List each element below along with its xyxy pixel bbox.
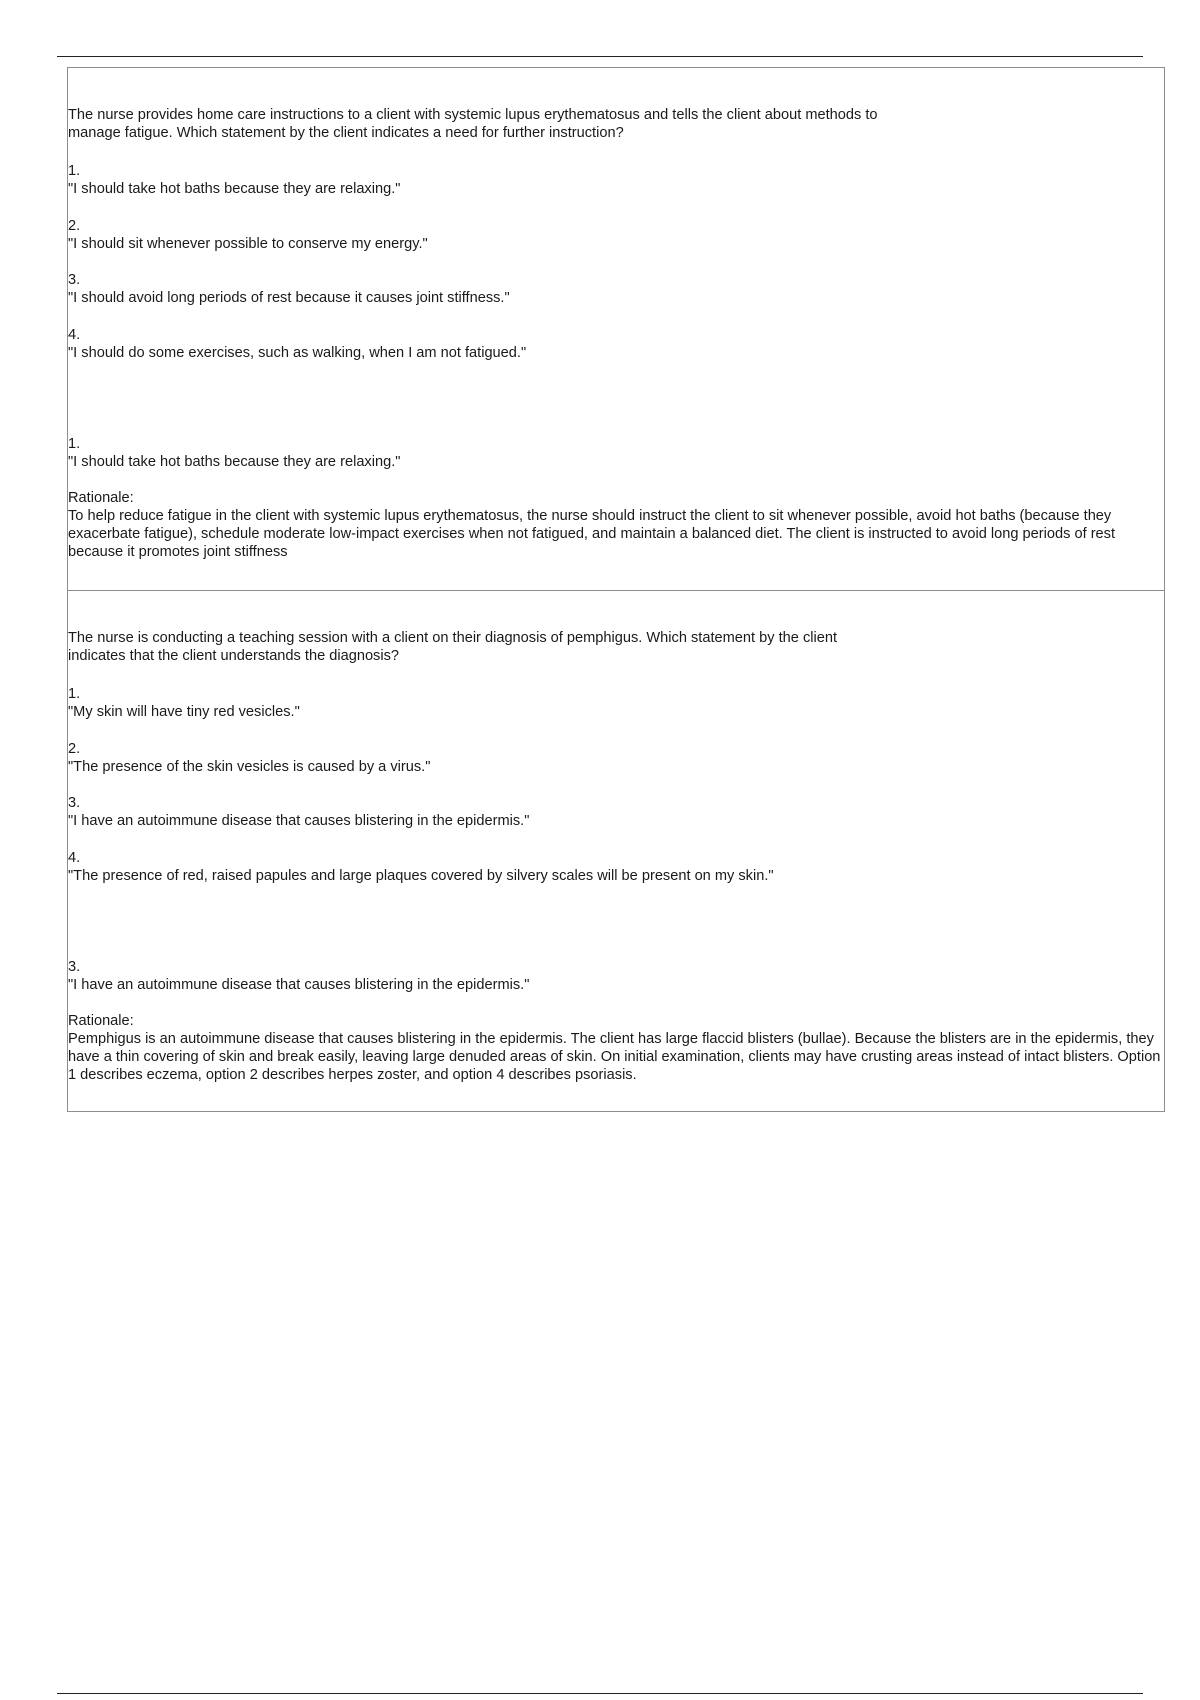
- answer-text: "I have an autoimmune disease that causes blistering in the epidermis.": [68, 977, 530, 993]
- rationale-text: Pemphigus is an autoimmune disease that causes blistering in the epidermis. The client has large flaccid blisters (bullae). Because the blisters are in the epidermis, they have a thin covering of skin and break easily, leaving large denuded areas of skin. On initial examination, clients may have crusting areas instead of intact blisters. Option 1 describes eczema, option 2 describes herpes zoster, and option 4 describes psoriasis.: [68, 1031, 1161, 1083]
- option-number: 1.: [68, 686, 81, 702]
- option-4: [68, 326, 1128, 381]
- option-number: 3.: [68, 272, 81, 288]
- question-stem: The nurse provides home care instructions to a client with systemic lupus erythematosus and tells the client about methods to manage fatigue. Which statement by the client indicates a need for further instruction?: [68, 107, 878, 141]
- option-2: [68, 217, 1128, 272]
- footer-rule: [57, 1693, 1143, 1694]
- option-number: 4.: [68, 849, 81, 866]
- option-3: [68, 794, 1128, 849]
- option-text: "My skin will have tiny red vesicles.": [68, 704, 300, 720]
- rationale: [68, 489, 1166, 561]
- option-number: 3.: [68, 795, 81, 811]
- option-list: [68, 685, 1128, 903]
- rationale-text: To help reduce fatigue in the client with systemic lupus erythematosus, the nurse should instruct the client to sit whenever possible, avoid hot baths (because they exacerbate fatigue), schedule moderate low-impact exercises when not fatigued, and maintain a balanced diet. The client is instructed to avoid long periods of rest because it promotes joint stiffness: [68, 508, 1116, 560]
- rationale: [68, 1012, 1166, 1084]
- rationale-label: Rationale:: [68, 1013, 134, 1029]
- option-list: [68, 162, 1128, 380]
- correct-answer: [68, 435, 1128, 471]
- header-rule: [57, 56, 1143, 57]
- option-text: "The presence of the skin vesicles is caused by a virus.": [68, 758, 431, 775]
- option-3: [68, 271, 1128, 326]
- option-1: [68, 162, 1128, 217]
- option-text: "I should sit whenever possible to conserve my energy.": [68, 235, 428, 252]
- answer-text: "I should take hot baths because they are relaxing.": [68, 454, 401, 470]
- correct-answer: [68, 958, 1128, 994]
- rationale-label: Rationale:: [68, 490, 134, 506]
- option-text: "I should avoid long periods of rest because it causes joint stiffness.": [68, 290, 510, 306]
- option-text: "I should do some exercises, such as walking, when I am not fatigued.": [68, 344, 527, 361]
- option-number: 4.: [68, 326, 81, 343]
- option-number: 2.: [68, 217, 81, 234]
- question-card-1: [67, 67, 1165, 591]
- question-card-2: [67, 590, 1165, 1112]
- question-stem: The nurse is conducting a teaching session with a client on their diagnosis of pemphigus. Which statement by the client indicates that the client understands the diagnosis?: [68, 630, 838, 664]
- option-number: 2.: [68, 740, 81, 757]
- option-text: "I should take hot baths because they are relaxing.": [68, 181, 401, 197]
- option-text: "The presence of red, raised papules and large plaques covered by silvery scales will be present on my skin.": [68, 867, 774, 884]
- answer-number: 1.: [68, 436, 81, 452]
- option-number: 1.: [68, 163, 81, 179]
- answer-number: 3.: [68, 959, 81, 975]
- option-4: [68, 849, 1128, 904]
- option-2: [68, 740, 1128, 795]
- option-1: [68, 685, 1128, 740]
- option-text: "I have an autoimmune disease that causes blistering in the epidermis.": [68, 813, 530, 829]
